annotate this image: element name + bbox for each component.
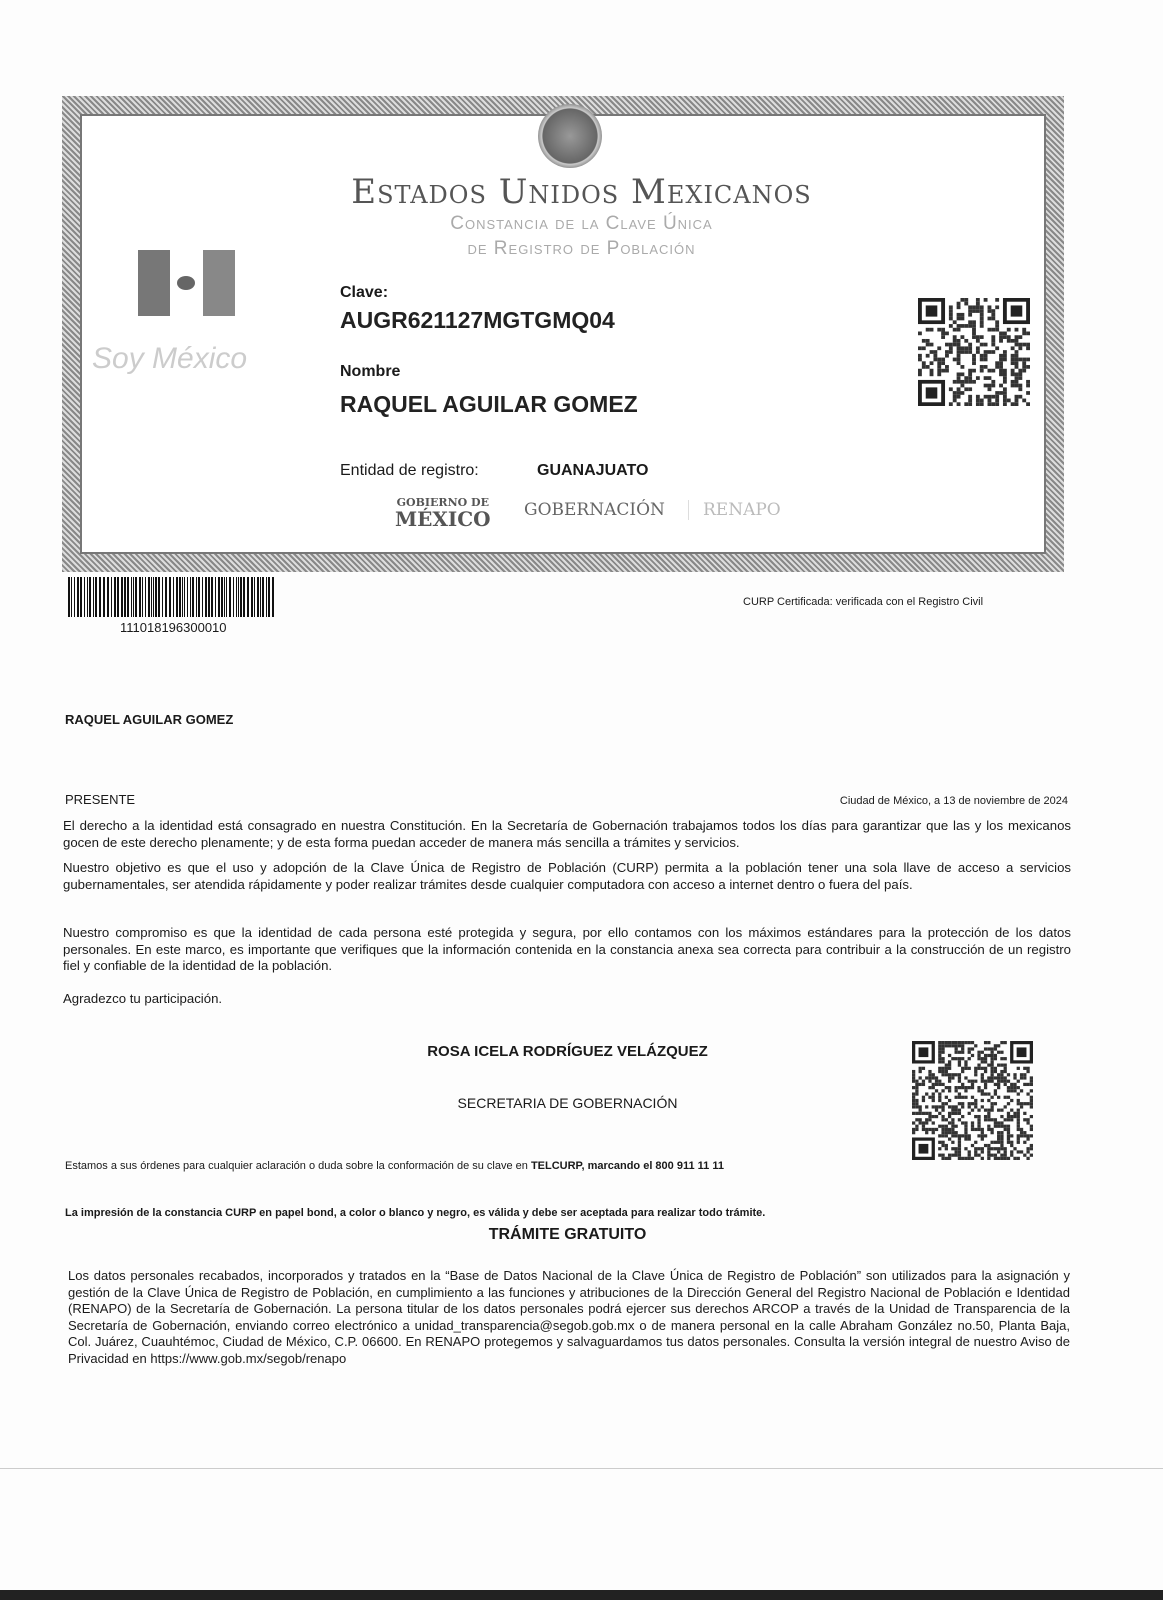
slogan: Soy México xyxy=(92,342,248,375)
gobierno-logo xyxy=(395,496,491,529)
contact-phone: TELCURP, marcando el 800 911 11 11 xyxy=(530,1160,724,1172)
validity-note: La impresión de la constancia CURP en papel bond, a color o blanco y negro, es válida y debe ser aceptada para realizar todo trámite. xyxy=(65,1207,766,1219)
recipient-name: RAQUEL AGUILAR GOMEZ xyxy=(65,712,234,727)
signer-role: SECRETARIA DE GOBERNACIÓN xyxy=(457,1095,678,1111)
entidad-value: GUANAJUATO xyxy=(537,462,649,479)
nombre-label: Nombre xyxy=(340,363,401,380)
paragraph-2: Nuestro objetivo es que el uso y adopción de la Clave Única de Registro de Población (CURP) permita a la población tener una sola llave de acceso a servicios gubernamentales, ser atendida rápidamente y poder realizar trámites desde cualquier computadora con acceso a internet dentro o fuera del país. xyxy=(63,860,1071,892)
gobernacion-logo: GOBERNACIÓN xyxy=(524,500,665,520)
qr-code-card xyxy=(918,298,1030,406)
national-emblem-icon xyxy=(538,104,602,168)
presente: PRESENTE xyxy=(65,792,136,807)
barcode xyxy=(68,577,276,617)
paragraph-1: El derecho a la identidad está consagrado en nuestra Constitución. En la Secretaría de Gobernación trabajamos todos los días para garantizar que las y los mexicanos gocen de este derecho plenamente; y de esta forma puedan acceder de manera más sencilla a trámites y servicios. xyxy=(63,818,1071,850)
renapo-logo: RENAPO xyxy=(688,500,781,520)
scan-edge xyxy=(0,1590,1163,1600)
paragraph-3: Nuestro compromiso es que la identidad de cada persona esté protegida y segura, por ello contamos con los máximos estándares para la protección de los datos personales. En este marco, es importante que verifiques que la información contenida en la constancia anexa sea correcta para contribuir a la construcción de un registro fiel y confiable de la identidad de la población. xyxy=(63,925,1071,973)
contact-text: Estamos a sus órdenes para cualquier aclaración o duda sobre la conformación de su clave en xyxy=(65,1160,531,1172)
certificate-title: Estados Unidos Mexicanos xyxy=(351,172,812,212)
bottom-divider xyxy=(0,1468,1163,1469)
paragraph-4: Agradezco tu participación. xyxy=(63,991,223,1006)
certificate-subtitle-1: Constancia de la Clave Única xyxy=(450,213,713,234)
entidad-label: Entidad de registro: xyxy=(340,462,479,479)
certificate-subtitle-2: de Registro de Población xyxy=(467,238,696,259)
gobierno-logo-line2: MÉXICO xyxy=(395,507,491,531)
contact-line xyxy=(65,1160,724,1172)
gobierno-logo-line1: GOBIERNO DE xyxy=(396,496,489,509)
nombre-value: RAQUEL AGUILAR GOMEZ xyxy=(340,391,638,417)
privacy-notice: Los datos personales recabados, incorporados y tratados en la “Base de Datos Nacional de la Clave Única de Registro de Población” son utilizados para la asignación y gestión de la Clave Única de Registro de Población, en cumplimiento a las funciones y atribuciones de la Dirección General del Registro Nacional de Población e Identidad (RENAPO) de la Secretaría de Gobernación. La persona titular de los datos personales podrá ejercer sus derechos ARCOP a través de la Unidad de Transparencia de la Secretaría de Gobernación, enviando correo electrónico a unidad_transparencia@segob.gob.mx o de manera personal en la calle Abraham González no.50, Planta Baja, Col. Juárez, Cuauhtémoc, Ciudad de México, C.P. 06600. En RENAPO protegemos y salvaguardamos tus datos personales. Consulta la versión integral de nuestro Aviso de Privacidad en https://www.gob.mx/segob/renapo xyxy=(68,1268,1070,1366)
certified-note: CURP Certificada: verificada con el Registro Civil xyxy=(743,596,984,608)
letter-date: Ciudad de México, a 13 de noviembre de 2024 xyxy=(839,795,1068,807)
clave-label: Clave: xyxy=(340,284,389,301)
signer-name: ROSA ICELA RODRÍGUEZ VELÁZQUEZ xyxy=(427,1043,708,1060)
barcode-number: 111018196300010 xyxy=(120,620,227,635)
clave-value: AUGR621127MGTGMQ04 xyxy=(340,307,615,333)
free-procedure: TRÁMITE GRATUITO xyxy=(488,1226,647,1243)
flag-icon xyxy=(138,250,235,316)
qr-code-signature xyxy=(912,1041,1033,1160)
